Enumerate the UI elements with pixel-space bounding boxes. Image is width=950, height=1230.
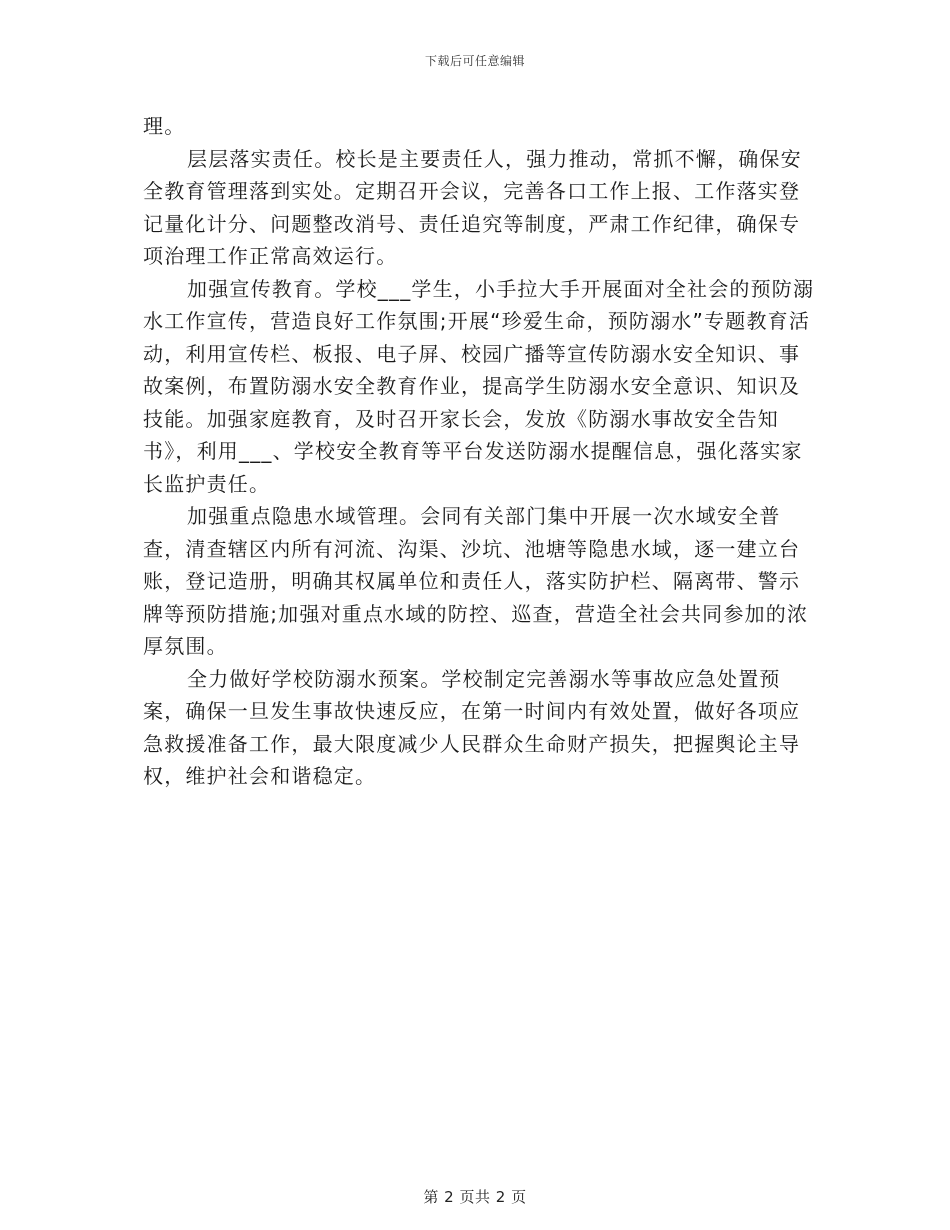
- page-number-footer: 第 2 页共 2 页: [423, 1188, 527, 1206]
- page-header: 下载后可任意编辑: [424, 54, 525, 68]
- paragraph-publicity-education: 加强宣传教育。学校___学生，小手拉大手开展面对全社会的预防溺水工作宣传，营造良好工作氛围;开展“珍爱生命，预防溺水”专题教育活动，利用宣传栏、板报、电子屏、校园广播等宣传防溺水安全知识、事故案例，布置防溺水安全教育作业，提高学生防溺水安全意识、知识及技能。加强家庭教育，及时召开家长会，发放《防溺水事故安全告知书》，利用___、学校安全教育等平台发送防溺水提醒信息，强化落实家长监护责任。: [143, 276, 815, 496]
- document-body: [143, 110, 815, 793]
- paragraph-emergency-plan: 全力做好学校防溺水预案。学校制定完善溺水等事故应急处置预案，确保一旦发生事故快速反应，在第一时间内有效处置，做好各项应急救援准备工作，最大限度减少人民群众生命财产损失，把握舆论主导权，维护社会和谐稳定。: [143, 666, 801, 788]
- paragraph-water-area-management: 加强重点隐患水域管理。会同有关部门集中开展一次水域安全普查，清查辖区内所有河流、沟渠、沙坑、池塘等隐患水域，逐一建立台账，登记造册，明确其权属单位和责任人，落实防护栏、隔离带、警示牌等预防措施;加强对重点水域的防控、巡查，营造全社会共同参加的浓厚氛围。: [143, 504, 809, 658]
- paragraph-continuation: 理。: [143, 114, 186, 138]
- paragraph-responsibility: 层层落实责任。校长是主要责任人，强力推动，常抓不懈，确保安全教育管理落到实处。定期召开会议，完善各口工作上报、工作落实登记量化计分、问题整改消号、责任追究等制度，严肃工作纪律，确保专项治理工作正常高效运行。: [143, 146, 802, 268]
